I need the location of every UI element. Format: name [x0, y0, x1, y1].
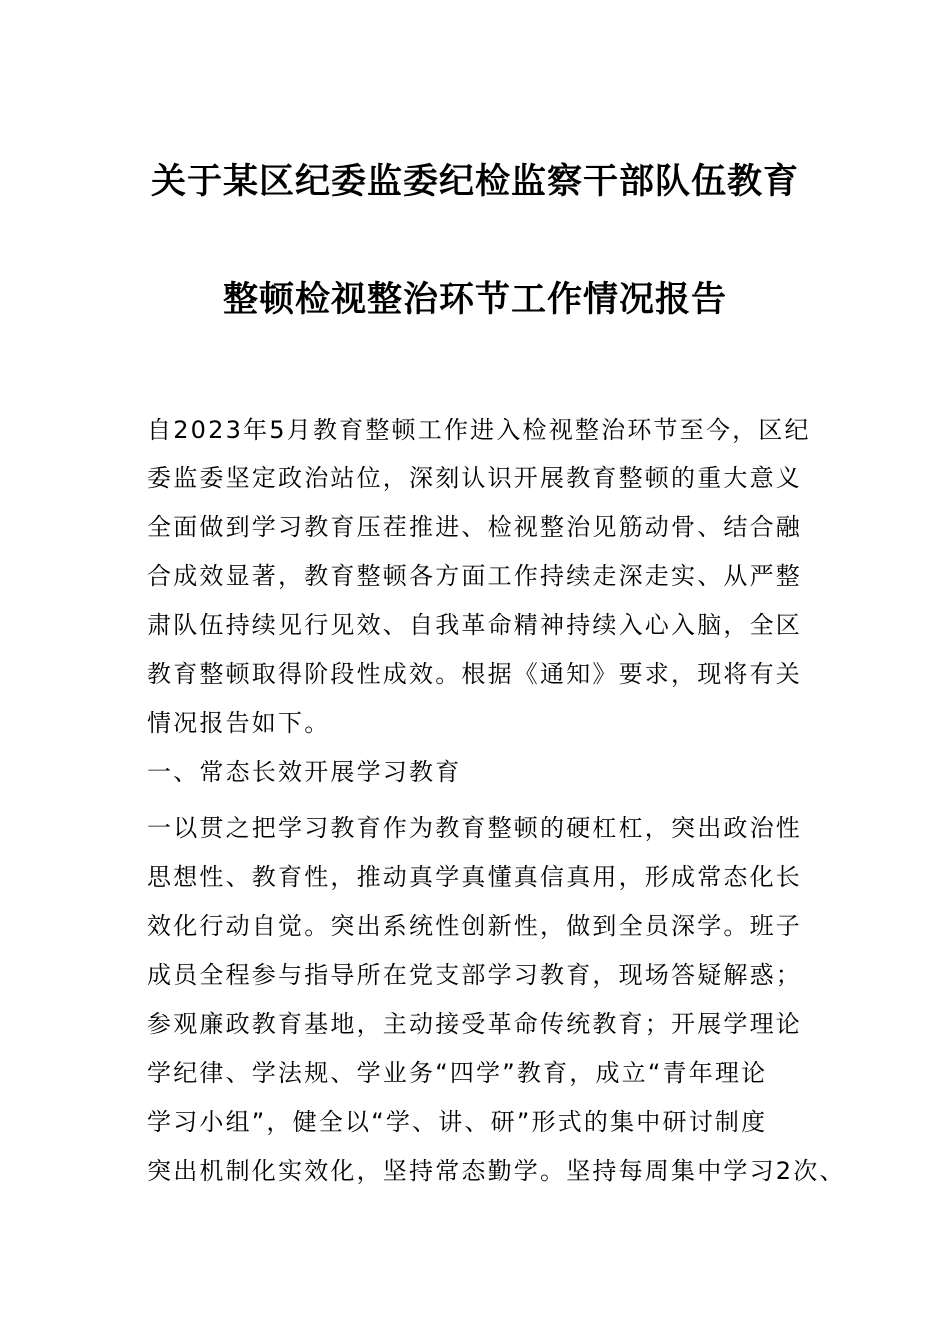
- body-text-line: 突出机制化实效化，坚持常态勤学。坚持每周集中学习2次、: [147, 1157, 846, 1185]
- body-text-line: 思想性、教育性，推动真学真懂真信真用，形成常态化长: [147, 863, 802, 891]
- body-text-line: 参观廉政教育基地，主动接受革命传统教育；开展学理论: [147, 1010, 802, 1038]
- body-text-line: 合成效显著，教育整顿各方面工作持续走深走实、从严整: [147, 562, 802, 590]
- body-text-line: 肃队伍持续见行见效、自我革命精神持续入心入脑，全区: [147, 611, 802, 639]
- body-text-line: 全面做到学习教育压茬推进、检视整治见筋动骨、结合融: [147, 513, 802, 541]
- body-text-line: 教育整顿取得阶段性成效。根据《通知》要求，现将有关: [147, 660, 802, 688]
- body-text-line: 情况报告如下。: [147, 709, 331, 737]
- document-title-line-1: 关于某区纪委监委纪检监察干部队伍教育: [150, 161, 799, 202]
- document-title-line-2: 整顿检视整治环节工作情况报告: [222, 279, 727, 320]
- body-text-line: 效化行动自觉。突出系统性创新性，做到全员深学。班子: [147, 912, 802, 940]
- body-text-line: 委监委坚定政治站位，深刻认识开展教育整顿的重大意义: [147, 464, 802, 492]
- body-text-line: 学纪律、学法规、学业务“四学”教育，成立“青年理论: [147, 1059, 768, 1087]
- body-text-line: 自2023年5月教育整顿工作进入检视整治环节至今，区纪: [147, 416, 811, 444]
- body-text-line: 一以贯之把学习教育作为教育整顿的硬杠杠，突出政治性: [147, 814, 802, 842]
- section-heading: 一、常态长效开展学习教育: [147, 758, 462, 786]
- body-text-line: 学习小组”，健全以“学、讲、研”形式的集中研讨制度: [147, 1108, 768, 1136]
- body-text-line: 成员全程参与指导所在党支部学习教育，现场答疑解惑；: [147, 961, 802, 989]
